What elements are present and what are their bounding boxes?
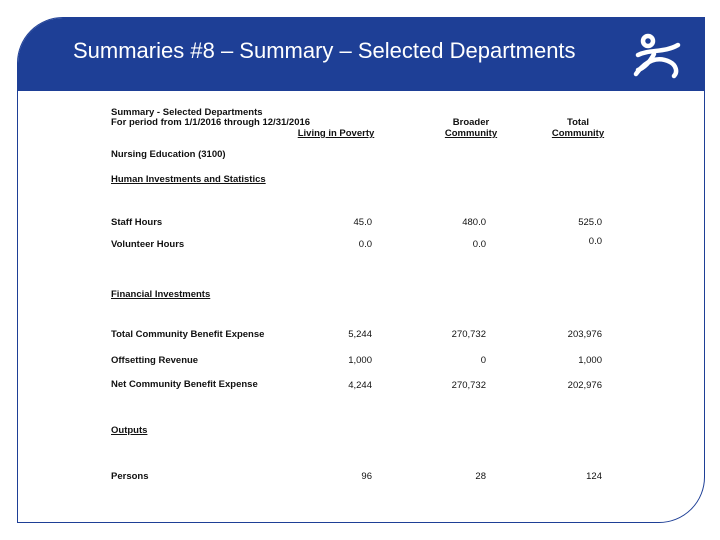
cell-staff-hours-broader: 480.0 — [462, 217, 486, 228]
cell-net-expense-living-in-poverty: 4,244 — [348, 380, 372, 391]
cell-persons-broader: 28 — [475, 471, 486, 482]
cell-total-expense-living-in-poverty: 5,244 — [348, 329, 372, 340]
row-label-net-community-benefit-expense: Net Community Benefit Expense — [111, 379, 258, 390]
report-body — [18, 18, 704, 522]
cell-volunteer-hours-broader: 0.0 — [472, 239, 486, 250]
cell-volunteer-hours-living-in-poverty: 0.0 — [358, 239, 372, 250]
column-header-total-line1: Total — [567, 117, 589, 128]
cell-staff-hours-living-in-poverty: 45.0 — [353, 217, 372, 228]
department-name: Nursing Education (3100) — [111, 149, 226, 160]
report-period: For period from 1/1/2016 through 12/31/2016 — [111, 117, 311, 128]
row-label-volunteer-hours: Volunteer Hours — [111, 239, 185, 250]
cell-offsetting-revenue-living-in-poverty: 1,000 — [348, 355, 372, 366]
row-label-staff-hours: Staff Hours — [111, 217, 163, 228]
column-header-broader-line2: Community — [444, 128, 498, 139]
cell-persons-living-in-poverty: 96 — [361, 471, 372, 482]
slide-title: Summaries #8 – Summary – Selected Departments — [73, 38, 576, 63]
cell-persons-total: 124 — [586, 471, 602, 482]
cell-offsetting-revenue-broader: 0 — [480, 355, 486, 366]
section-financial-investments: Financial Investments — [111, 289, 211, 300]
cell-staff-hours-total: 525.0 — [578, 217, 602, 228]
cell-offsetting-revenue-total: 1,000 — [578, 355, 602, 366]
section-outputs: Outputs — [111, 425, 148, 436]
cell-net-expense-broader: 270,732 — [451, 380, 486, 391]
report-heading: Summary - Selected Departments — [111, 107, 263, 118]
cell-total-expense-broader: 270,732 — [451, 329, 486, 340]
cell-volunteer-hours-total: 0.0 — [588, 236, 602, 247]
slide-frame — [17, 17, 705, 523]
column-header-total-line2: Community — [551, 128, 605, 139]
column-header-living-in-poverty: Living in Poverty — [297, 128, 375, 139]
row-label-offsetting-revenue: Offsetting Revenue — [111, 355, 199, 366]
row-label-total-community-benefit-expense: Total Community Benefit Expense — [111, 329, 265, 340]
column-header-broader-line1: Broader — [452, 117, 490, 128]
cell-net-expense-total: 202,976 — [567, 380, 602, 391]
cell-total-expense-total: 203,976 — [567, 329, 602, 340]
section-human-investments: Human Investments and Statistics — [111, 174, 266, 185]
row-label-persons: Persons — [111, 471, 149, 482]
